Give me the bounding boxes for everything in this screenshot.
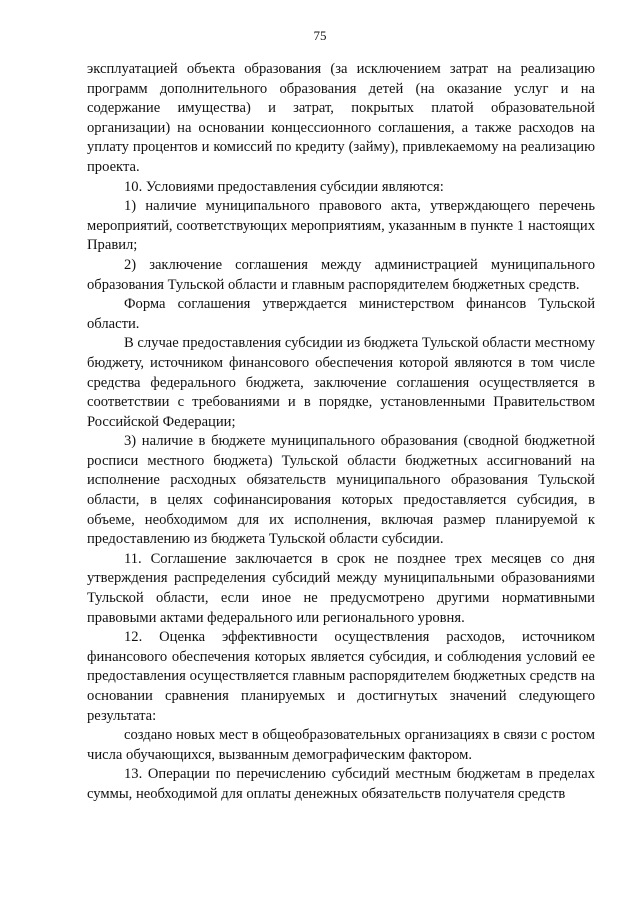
paragraph-continuation: эксплуатацией объекта образования (за исключением затрат на реализацию программ дополнительного образования детей (на оказание услуг и на содержание имущества) и затрат, покрытых платой образовательной организации) на основании концессионного соглашения, а также расходов на уплату процентов и комиссий по кредиту (займу), привлекаемому на реализацию проекта. — [87, 61, 595, 175]
paragraph-federal-funding-case: В случае предоставления субсидии из бюджета Тульской области местному бюджету, источником финансового обеспечения которой являются в том числе средства федерального бюджета, заключение соглашения осуществляется в соответствии с требованиями и в порядке, установленными Правительством Российской Федерации; — [87, 335, 595, 430]
paragraph-condition-2: 2) заключение соглашения между администрацией муниципального образования Тульской области и главным распорядителем бюджетных средств. — [87, 256, 595, 293]
document-body — [87, 60, 595, 805]
paragraph-condition-1: 1) наличие муниципального правового акта, утверждающего перечень мероприятий, соответствующих мероприятиям, указанным в пункте 1 настоящих Правил; — [87, 198, 595, 254]
paragraph-clause-11: 11. Соглашение заключается в срок не позднее трех месяцев со дня утверждения распределения субсидий между муниципальными образованиями Тульской области, если иное не предусмотрено другими нормативными правовыми актами федерального или регионального уровня. — [87, 550, 595, 626]
paragraph-clause-12: 12. Оценка эффективности осуществления расходов, источником финансового обеспечения которых является субсидия, и соблюдения условий ее предоставления осуществляется главным распорядителем бюджетных средств на основании сравнения планируемых и достигнутых значений следующего результата: — [87, 629, 595, 724]
paragraph-result: создано новых мест в общеобразовательных организациях в связи с ростом числа обучающихся, вызванным демографическим фактором. — [87, 727, 595, 763]
paragraph-clause-13: 13. Операции по перечислению субсидий местным бюджетам в пределах суммы, необходимой для оплаты денежных обязательств получателя средств — [87, 766, 595, 802]
paragraph-clause-10: 10. Условиями предоставления субсидии являются: — [124, 178, 444, 195]
page-number: 75 — [313, 28, 327, 43]
paragraph-agreement-form: Форма соглашения утверждается министерством финансов Тульской области. — [87, 296, 595, 332]
paragraph-condition-3: 3) наличие в бюджете муниципального образования (сводной бюджетной росписи местного бюджета) Тульской области бюджетных ассигнований на исполнение расходных обязательств муниципального образования Тульской области, в целях софинансирования которых предоставляется субсидия, в объеме, необходимом для их исполнения, включая размер планируемой к предоставлению из бюджета Тульской области субсидии. — [87, 433, 595, 548]
